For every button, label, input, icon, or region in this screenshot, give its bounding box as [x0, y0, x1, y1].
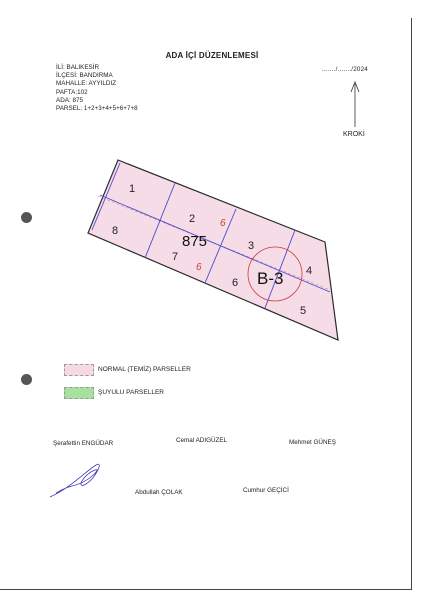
parcel-label: 3	[248, 240, 255, 252]
parcel-label: 1	[129, 183, 136, 195]
parcel-label: 8	[112, 225, 119, 237]
info-pafta: PAFTA:102	[56, 88, 88, 96]
legend-shuyulu-label: ŞUYULU PARSELLER	[98, 389, 164, 396]
block-number: 875	[182, 233, 208, 250]
parcel-label: 2	[189, 213, 196, 225]
info-ilce: İLÇESİ: BANDIRMA	[56, 72, 113, 80]
block-code: B-3	[257, 269, 284, 288]
red-label: 6	[196, 262, 202, 273]
legend-normal-label: NORMAL (TEMİZ) PARSELLER	[98, 366, 191, 373]
north-arrow-icon	[351, 82, 359, 127]
signature-scribble	[50, 464, 99, 497]
red-label: 6	[220, 218, 226, 229]
parcel-label: 4	[306, 265, 313, 277]
legend-normal-swatch	[64, 364, 94, 376]
signatory-name: Abdullah ÇOLAK	[135, 489, 183, 496]
parcel-label: 7	[172, 251, 179, 263]
signatory-name: Mehmet GÜNEŞ	[289, 439, 336, 446]
kroki-label: KROKİ	[343, 131, 365, 138]
info-parsel: PARSEL: 1+2+3+4+5+6+7+8	[56, 105, 138, 113]
signatory-name: Şerafettin ENGÜDAR	[53, 440, 114, 447]
signatory-name: Cemal ADIGÜZEL	[176, 437, 228, 444]
document-title: ADA İÇİ DÜZENLEMESİ	[165, 51, 259, 60]
info-il: İLİ: BALIKESİR	[56, 64, 100, 71]
info-mahalle: MAHALLE: AYYILDIZ	[56, 80, 117, 88]
info-ada: ADA: 875	[56, 96, 83, 104]
parcel-label: 6	[232, 277, 239, 289]
legend-shuyulu-swatch	[64, 387, 94, 399]
document-date: ......./......./2024	[322, 66, 368, 73]
signatory-name: Cumhur GEÇİCİ	[243, 487, 289, 494]
parcel-label: 5	[300, 305, 307, 317]
